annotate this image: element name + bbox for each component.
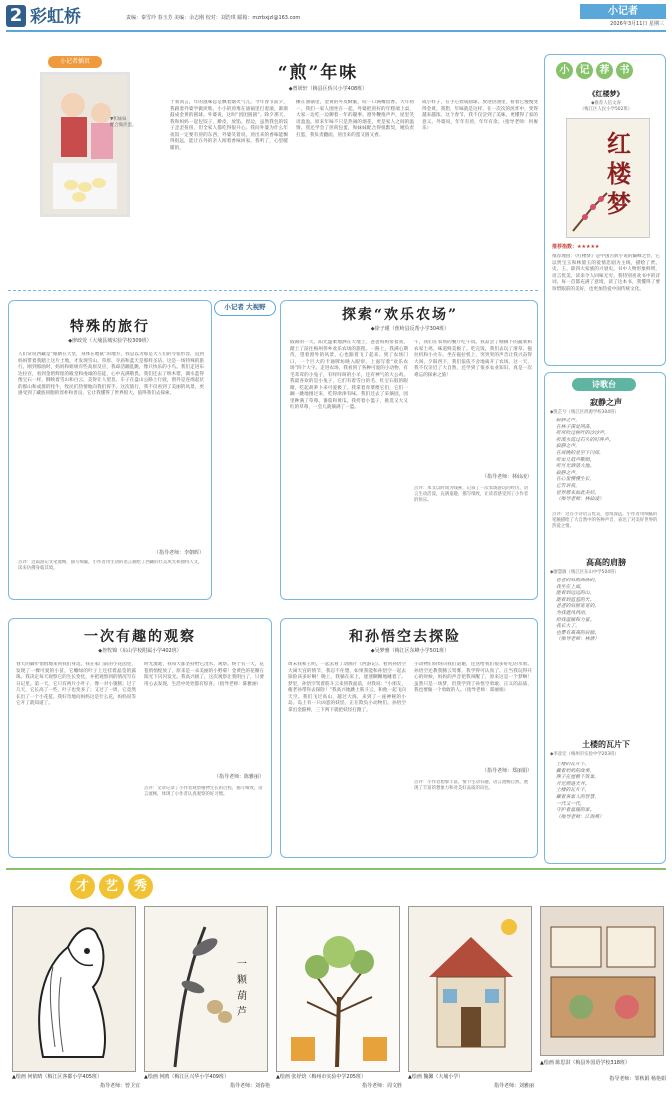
art-show-char-3: 秀 <box>128 874 153 899</box>
drawing-4-teacher: 指导老师：刘雅丽 <box>493 1083 534 1089</box>
recommend-title <box>556 62 656 79</box>
house-drawing-icon <box>409 907 532 1072</box>
svg-text:一: 一 <box>237 959 247 970</box>
article4-teacher: （指导老师：陈雅丽） <box>213 774 264 780</box>
article5-col2: 小动物们纷纷向我们道谢，还送给我们很多好吃的水果。孙悟空还教我腾云驾雾，我学得可认真了。正当我玩得开心的时候，妈妈的声音把我叫醒了，原来这是一个梦啊！虽然只是一场梦，但我学到了孙悟空勇敢、正义的品质，我也要做一个勇敢的人。（指导老师：郑丽娟） <box>414 662 532 693</box>
article5-col1: 周末我和王明，一起去看了动画片《西游记》。看到孙悟空大闹天宫的情节，我忍不住想，如果我能和孙悟空一起去探险该多好啊！晚上，我躺在床上，迷迷糊糊地睡着了。梦里，孙悟空驾着筋斗云来到我面前，对我说：“小朋友，俺老孙带你去探险！”我高兴地跳上筋斗云，和他一起飞向天空。我们飞过高山，越过大海，来到了一座神秘的小岛。岛上有一只凶恶的妖怪，正在欺负小动物们。孙悟空拿出金箍棒，三下两下就把妖怪打跑了。 <box>288 662 406 713</box>
article3-col1: 假期的一天，阳光温柔地洒在大地上，爸爸妈妈带着我，踏上了前往梅州侨乡欢乐农场的旅程。一路上，我满心期待，望着窗外的风景，心也跟着飞了起来。到了农场门口，一个巨大的卡通牌坊映入眼帘，上面写着“欢乐农场”四个大字。走进农场，我看到了各种可爱的小动物，有毛茸茸的小兔子，有咩咩叫的小羊，还有神气的大公鸡。我最喜欢的是小兔子，它们有着雪白的毛、红宝石般的眼睛，吃起胡萝卜来可爱极了。我拿着青菜喂它们，它们一蹦一跳地围过来，吃得津津有味。我们还去了采摘园，园里种满了草莓、番茄和黄瓜。我挎着小篮子，挑选又大又红的草莓，一会儿就摘满了一篮。 <box>290 340 408 410</box>
article3-comment: 点评：本文以时间为线索，记叙了一次农场游玩的经历，语言生动活泼，充满童趣，描写细致，让读者感受到了小作者的快乐。 <box>414 486 529 503</box>
intro-tag: 小记者插页 <box>48 56 102 68</box>
recommend-char-2: 记 <box>576 62 593 79</box>
poem3-title: 土楼的瓦片下 <box>582 740 630 749</box>
poem2-body: 爸爸的肩膀高高的， 我坐在上面， 能看到远远的山， 能看到蓝蓝的天。 爸爸的肩膀宽宽的， 为我遮风挡雨， 给我温暖和力量。 我长大了， 也要有高高的肩膀。 （指导老师：林倩） <box>556 578 600 643</box>
article2-byline: ◆廖政萱（大埔县城实验学校309班） <box>68 338 152 344</box>
drawing-4-house <box>408 906 532 1072</box>
drawing-2-ink <box>144 906 268 1072</box>
poem1-author: ◆凯芷兮（梅江区鸿源学校304班） <box>550 410 619 415</box>
article3-byline: ◆徐子瑾（蕉岭县反帮小学304班） <box>370 326 450 332</box>
drawing-3-caption: ▲绘画 张妤焓（梅州市实验中学205班） <box>276 1074 366 1080</box>
drawing-1-horse <box>12 906 136 1072</box>
article3-teacher: （指导老师：林仙凌） <box>481 474 532 480</box>
poem2-author: ◆廖慧敏（梅江区东山中学504班） <box>550 570 619 575</box>
room-drawing-icon <box>541 907 664 1056</box>
article2-teacher: （指导老师：李朝晖） <box>153 550 204 556</box>
book-cover <box>566 118 650 238</box>
article1-col3: 成小样子，在手心捏成圆球，放进热油里，看着它慢慢变得金黄。我想，年味就是这样，在一次次的煎炸中，变得越来越浓。这个春节，我不仅尝到了美味，更懂得了家的意义。外婆说，年年有煎，年年有余。（指导老师：何俊乐） <box>422 100 538 131</box>
drawing-3-teacher: 指导老师：周文胜 <box>361 1083 402 1089</box>
plum-branch-icon <box>571 189 611 233</box>
page-number: 2 <box>6 5 26 27</box>
drawing-3-tree <box>276 906 400 1072</box>
article2-tag: 小记者 大视野 <box>214 300 276 316</box>
intro-photo-frame <box>40 72 130 217</box>
recommend-char-4: 书 <box>616 62 633 79</box>
poem2-title: 高高的肩膀 <box>586 558 626 567</box>
editor-info: 责编：秦雪玲 春玉芳 美编：余志刚 校对：刘浩琪 邮箱：mzrbxjzl@163.com <box>126 15 301 21</box>
recommend-index: 推荐指数：★★★★★ <box>552 244 600 250</box>
svg-text:芦: 芦 <box>237 1007 247 1018</box>
drawing-4-caption: ▲绘画 魏馨（大埔小学） <box>408 1074 464 1080</box>
article1-byline: ◆曾妍轩（梅县区侨兴小学408班） <box>288 86 368 92</box>
drawing-1-teacher: 指导老师：曾卫宜 <box>99 1083 140 1089</box>
art-show-char-2: 艺 <box>99 874 124 899</box>
egg-photo-illustration <box>43 75 127 214</box>
article4-comment: 点评：文章记录了小作者观察植物生长的过程，描写细致，语言流畅，体现了小作者认真观察的好习惯。 <box>144 786 263 797</box>
article3-col2: 午，我们在农场的餐厅吃午饭。我品尝了刚摘下的蔬菜和农家土鸡，味道鲜美极了。吃完饭，我们去玩了滑草、拖拉机和小火车。坐在拖拉机上，突突突的声音让我兴奋得大叫。夕阳西下，我们依依不舍地离开了农场。这一天，我不仅亲近了大自然，还学到了很多农业知识，真是一次难忘的探索之旅！ <box>414 340 532 378</box>
drawing-2-teacher: 指导老师：刘春艳 <box>229 1083 270 1089</box>
article1-title: “煎”年味 <box>277 63 359 83</box>
poem1-title: 寂静之声 <box>590 398 622 407</box>
book-title: 《红楼梦》 <box>588 90 624 98</box>
drawing-5-room <box>540 906 664 1056</box>
article1-col1: 于我而言，年的滋味总是飘着烟火气儿。今年春节前夕，我跟着外婆学做煎堆。小小的煎堆在油锅里打着滚，渐渐鼓成金黄的圆球。外婆说，这叫“团团圆圆”。除夕那天，我和妈妈一起包饺子，擀皮、放馅、捏边，虽然我包的饺子歪歪扭扭，但全家人都吃得很开心。我问外婆为什么年夜饭一定要有煎的东西，外婆笑着说，煎出来的香味能飘得很远，能让在外的亲人闻着香味回家。我听了，心里暖暖的。 <box>170 100 288 151</box>
book-cover-title: 红楼梦 <box>607 129 631 218</box>
art-show-char-1: 才 <box>70 874 95 899</box>
tree-drawing-icon <box>277 907 400 1072</box>
recommend-char-3: 荐 <box>596 62 613 79</box>
article5-teacher: （指导老师：郑丽娟） <box>481 768 532 774</box>
drawing-5-teacher: 指导老师：邹秋娟 杨艳娟 <box>609 1076 666 1082</box>
column-name: 小记者 <box>580 4 666 19</box>
page-header <box>6 4 666 32</box>
article2-comment: 点评：这篇游记文笔流畅，描写细腻，小作者用生动的语言描绘了西藏的壮美风光和独特人文，读来仿佛身临其境。 <box>18 560 203 571</box>
article3-title: 探索“欢乐农场” <box>341 307 459 323</box>
article4-col1: 春天的脚步悄悄地来到我们身边。我在家门前的小花园里，发现了一棵可爱的小苗，它嫩绿的叶子上还挂着晶莹的露珠。我决定每天观察它的生长变化，并把观察到的情况写在日记里。第一天，它只有两片小叶子，像一对小翅膀；过了几天，它长高了一些，叶子也变多了；又过了一周，它竟然长出了一个小花苞。我好奇地问妈妈这是什么花，妈妈说等它开了就知道了。 <box>16 662 136 706</box>
section-title: 彩虹桥 <box>30 7 81 27</box>
poem3-author: ◆李彦宏（梅州市实验中学203班） <box>550 752 619 757</box>
intro-caption: ▼和妹妹 配合做煎蛋。 <box>110 117 137 128</box>
issue-date: 2026年3月11日 星期三 <box>610 21 664 27</box>
article5-byline: ◆吴梦雅（梅江区东峰小学501班） <box>370 648 450 654</box>
article2-body: 人们常说西藏是“眼睛在天堂，身体在地狱”的地方，我总以为那是大人们的夸张形容，直到妈妈带着我踏上这片土地，才发现雪山、草原、寺庙和蓝天是那样圣洁。这是一场特殊的旅行。刚到那曲时，妈妈和姐姐有些高原反应，我却活蹦乱跳，像只快乐的小鸟。我们走进布达拉宫，看到金碧辉煌的殿堂和虔诚的信徒，心中充满敬畏。我们还去了纳木错，湖水蓝得像宝石一样，倒映着雪山和白云，美得让人窒息。车子在盘山公路上行驶，窗外是连绵起伏的群山和成群的牦牛，牧民们热情地向我们挥手。这次旅行，我不仅看到了美丽的风景，更感受到了藏族同胞的淳朴和善良，它让我懂得了世界很大，值得我们去探索。 <box>18 352 204 396</box>
poem3-body: 土楼的瓦片下， 藏着奶奶的故事， 燕子在屋檐下筑巢， 月光照进天井。 土楼的瓦片下， 藏着客家人的智慧， 一代又一代， 守护着温暖的家。 （指导老师：江海燕） <box>556 762 604 820</box>
article5-comment: 点评：小作者想象丰富，情节生动有趣，语言流畅自然，展现了丰富的想象力和对美好品质的向往。 <box>414 780 529 791</box>
svg-text:颗: 颗 <box>237 975 247 986</box>
article2-title: 特殊的旅行 <box>70 319 150 335</box>
article1-col2: 摊在油锅里，金黄的外皮酥脆，咬一口满嘴留香。大年初一，我们一家人围坐在一起，外婆把煎好的年糕端上桌，大家一边吃一边聊着一年的趣事。窗外鞭炮声声，屋里笑语盈盈。原来年味不只是热闹的烟花，更是家人之间的温情。我还学会了煎荷包蛋，和妹妹配合得很默契，她负责打蛋，我负责翻面，煎出来的蛋又圆又香。 <box>296 100 414 138</box>
poem1-comment: 点评：这首小诗语言优美，意境深远，小作者用细腻的笔触描绘了大自然中的各种声音，表达了对美好世界的热爱之情。 <box>552 512 658 529</box>
drawing-1-caption: ▲绘画 何依晴（梅江区客都小学405班） <box>12 1074 102 1080</box>
poetry-tag: 诗歌台 <box>572 378 636 391</box>
drawing-5-caption: ▲绘画 陈思淇（梅县外国语学校318班） <box>540 1060 630 1066</box>
svg-text:葫: 葫 <box>237 991 247 1002</box>
article4-title: 一次有趣的观察 <box>84 629 196 645</box>
recommend-reason: 推荐理由：《红楼梦》是中国古典小说的巅峰之作，它以贾宝玉和林黛玉的爱情悲剧为主线，描绘了贾、史、王、薛四大家族的兴衰史。书中人物形象鲜明，语言优美，读来令人回味无穷。我特别喜欢书中的诗词，每一首都充满了意境，读了这本书，我懂得了要珍惜眼前的美好，也更加热爱中国传统文化。 <box>552 254 660 292</box>
art-show-title <box>70 874 190 899</box>
drawing-2-caption: ▲绘画 何鸥（梅江区兴华小学409班） <box>144 1074 229 1080</box>
divider-top <box>8 290 538 291</box>
book-recommender: ◆推荐人信文涛 （梅江区人民小学502班） <box>579 101 633 112</box>
article4-byline: ◆詹牧锦（东山学校附属小学402班） <box>98 648 182 654</box>
article5-title: 和孙悟空去探险 <box>349 629 461 645</box>
poem1-body: 寂静之声， 在林子深处回荡， 听风吹过树叶的沙沙声， 听溪水流过石头的叮咚声。 寂静之声， 在夜晚的星空下闪烁， 听虫儿低声歌唱， 听月光洒落大地。 寂静之声， 在心里慢慢生长， 它告诉我， 世界原来如此美好。 （指导老师：林仙凌） <box>556 418 614 503</box>
recommend-char-1: 小 <box>556 62 573 79</box>
horse-drawing-icon <box>13 907 136 1072</box>
intro-box <box>48 56 118 70</box>
ink-plant-drawing-icon <box>145 907 268 1072</box>
article4-col2: 时光流逝，我每天都坚持给它浇水、观察。终于有一天，花苞悄悄绽放了，原来是一朵美丽的小野菊！金黄色的花瓣在阳光下闪闪发光。我高兴极了，这次观察让我明白了，只要用心去发现，生活中处处都有惊喜。（指导老师：陈雅丽） <box>144 662 264 687</box>
